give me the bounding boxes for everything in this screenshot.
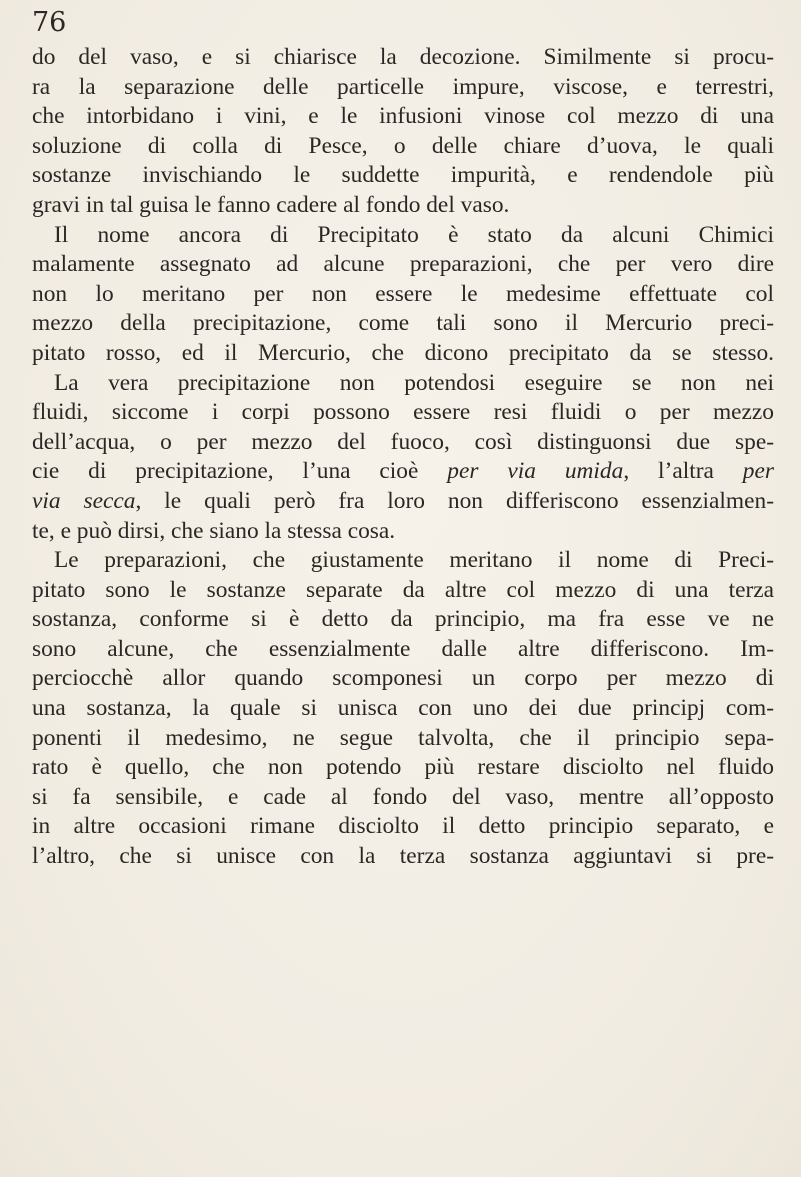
page-number: 76 [32, 7, 67, 38]
text-line: sostanze invischiando le suddette impurità, e rendendole più [32, 162, 774, 189]
text-line: una sostanza, la quale si unisca con uno dei due principj com- [32, 695, 774, 722]
text-line: perciocchè allor quando scomponesi un corpo per mezzo di [32, 665, 774, 692]
text-line: fluidi, siccome i corpi possono essere resi fluidi o per mezzo [32, 399, 774, 426]
text-line [32, 457, 774, 487]
text-line: mezzo della precipitazione, come tali sono il Mercurio preci- [32, 310, 774, 337]
text-line: sostanza, conforme si è detto da principio, ma fra esse ve ne [32, 606, 774, 633]
italic-phrase: per [742, 458, 774, 485]
text-line: Le preparazioni, che giustamente meritano il nome di Preci- [54, 547, 774, 574]
text-line: in altre occasioni rimane disciolto il detto principio separato, e [32, 813, 774, 840]
text-line: do del vaso, e si chiarisce la decozione. Similmente si procu- [32, 44, 774, 70]
italic-phrase: via secca [32, 487, 136, 514]
text-line: che intorbidano i vini, e le infusioni vinose col mezzo di una [32, 103, 774, 130]
text-segment: , le quali però fra loro non differiscono essenzialmen- [135, 487, 774, 514]
text-line [32, 487, 774, 517]
text-line: malamente assegnato ad alcune preparazioni, che per vero dire [32, 251, 774, 278]
text-segment: , l’altra [623, 458, 743, 485]
text-line: Il nome ancora di Precipitato è stato da alcuni Chimici [54, 221, 774, 248]
text-line: gravi in tal guisa le fanno cadere al fondo del vaso. [32, 191, 510, 218]
text-line: non lo meritano per non essere le medesime effettuate col [32, 280, 774, 307]
text-line: rato è quello, che non potendo più restare disciolto nel fluido [32, 754, 774, 781]
text-line: soluzione di colla di Pesce, o delle chiare d’uova, le quali [32, 132, 774, 159]
body-text [32, 43, 774, 872]
text-line: te, e può dirsi, che siano la stessa cosa. [32, 517, 396, 544]
text-line: l’altro, che si unisce con la terza sostanza aggiuntavi si pre- [32, 843, 774, 870]
text-line: sono alcune, che essenzialmente dalle altre differiscono. Im- [32, 635, 774, 662]
text-line: ponenti il medesimo, ne segue talvolta, che il principio sepa- [32, 724, 774, 751]
text-line: La vera precipitazione non potendosi eseguire se non nei [54, 369, 774, 396]
text-line: ra la separazione delle particelle impure, viscose, e terrestri, [32, 73, 774, 100]
text-line: pitato sono le sostanze separate da altre col mezzo di una terza [32, 576, 774, 603]
italic-phrase: per via umida [447, 458, 624, 485]
text-line: dell’acqua, o per mezzo del fuoco, così distinguonsi due spe- [32, 428, 774, 455]
text-line: pitato rosso, ed il Mercurio, che dicono precipitato da se stesso. [32, 339, 774, 366]
text-segment: cie di precipitazione, l’una cioè [32, 458, 448, 485]
text-line: si fa sensibile, e cade al fondo del vaso, mentre all’opposto [32, 783, 774, 810]
